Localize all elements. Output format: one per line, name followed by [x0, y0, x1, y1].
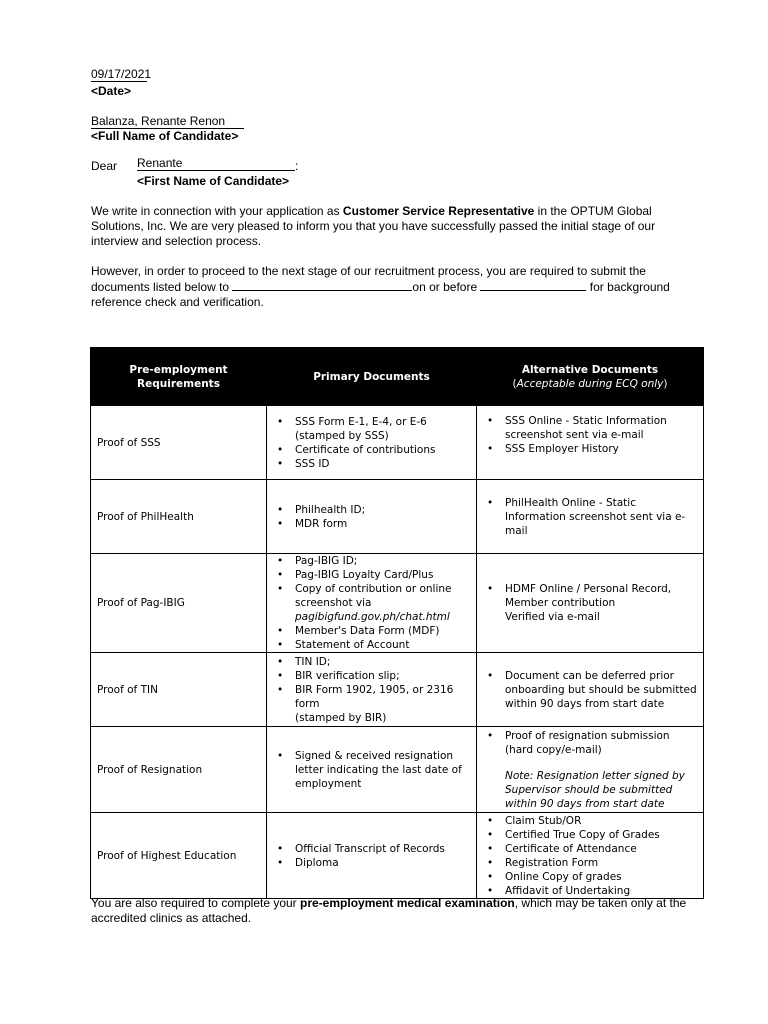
intro-text-before: We write in connection with your application as — [91, 204, 343, 218]
medical-exam-term: pre-employment medical examination — [300, 896, 515, 910]
medical-exam-paragraph — [91, 896, 691, 926]
list-item: • SSS Online - Static Information screenshot sent via e-mail — [477, 414, 699, 442]
list-item: • Proof of resignation submission (hard copy/e-mail) — [477, 729, 699, 757]
list-item: • Pag-IBIG Loyalty Card/Plus — [267, 568, 472, 582]
list-item: • Member's Data Form (MDF) — [267, 624, 472, 638]
table-header-row — [91, 348, 704, 406]
intro-paragraph — [91, 204, 691, 249]
primary-docs-cell — [267, 727, 477, 813]
list-item: • Online Copy of grades — [477, 870, 699, 884]
medical-text-after: , which may be taken only at the accredited clinics as attached. — [91, 896, 687, 925]
table-row — [91, 653, 704, 727]
table-row — [91, 480, 704, 554]
list-item: • SSS ID — [267, 457, 472, 471]
verified-note: Verified via e-mail — [505, 611, 600, 623]
alternative-docs-cell — [477, 480, 704, 554]
alternative-docs-cell — [477, 406, 704, 480]
table-row — [91, 554, 704, 653]
list-item: • BIR Form 1902, 1905, or 2316 form — [267, 683, 472, 711]
salutation-dear: Dear — [91, 159, 118, 173]
list-item: • Certified True Copy of Grades — [477, 828, 699, 842]
list-item: • BIR verification slip; — [267, 669, 472, 683]
intro-text-after: in the OPTUM Global Solutions, Inc. We are very pleased to inform you that you have successfully passed the initial stage of our interview and selection process. — [91, 204, 656, 248]
alternative-docs-cell — [477, 554, 704, 653]
header-alternative-title: Alternative Documents — [521, 363, 659, 376]
requirements-table — [90, 347, 704, 899]
requirement-cell: Proof of Resignation — [91, 727, 267, 813]
position-title: Customer Service Representative — [342, 204, 535, 218]
requirement-cell: Proof of TIN — [91, 653, 267, 727]
list-item: • Claim Stub/OR — [477, 814, 699, 828]
list-item: • Statement of Account — [267, 638, 472, 652]
requirement-cell: Proof of PhilHealth — [91, 480, 267, 554]
list-item: • Signed & received resignation letter indicating the last date of employment — [267, 749, 472, 791]
medical-text-before: You are also required to complete your — [91, 896, 301, 910]
candidate-full-name-label: <Full Name of Candidate> — [91, 129, 239, 143]
deadline-blank — [480, 279, 586, 291]
date-label: <Date> — [91, 84, 132, 98]
table-row — [91, 727, 704, 813]
alternative-docs-cell — [477, 653, 704, 727]
submission-paragraph — [91, 264, 691, 310]
list-item: • Official Transcript of Records — [267, 842, 472, 856]
candidate-first-name-label: <First Name of Candidate> — [137, 174, 290, 188]
list-item: • SSS Form E-1, E-4, or E-6 (stamped by SSS) — [267, 415, 472, 443]
list-item: • PhilHealth Online - Static Information screenshot sent via e-mail — [477, 496, 699, 538]
primary-docs-cell — [267, 653, 477, 727]
list-item: • TIN ID; — [267, 655, 472, 669]
primary-docs-cell — [267, 813, 477, 899]
salutation-colon: : — [295, 159, 299, 173]
table-row — [91, 406, 704, 480]
pagibig-url: pagibigfund.gov.ph/chat.html — [295, 611, 450, 623]
header-alternative-documents — [477, 348, 704, 406]
list-item: • Pag-IBIG ID; — [267, 554, 472, 568]
list-item: • Certificate of contributions — [267, 443, 472, 457]
submission-text-1: However, in order to proceed to the next stage of our recruitment process, you are required to submit the documents listed below to — [91, 264, 646, 294]
candidate-first-name: Renante — [137, 156, 295, 171]
list-item: • Document can be deferred prior onboarding but should be submitted within 90 days from start date — [477, 669, 699, 711]
alternative-docs-cell — [477, 813, 704, 899]
list-item: • Registration Form — [477, 856, 699, 870]
list-item: • SSS Employer History — [477, 442, 699, 456]
header-alternative-subtitle: (Acceptable during ECQ only) — [512, 377, 668, 390]
list-item: • MDR form — [267, 517, 472, 531]
list-item: • Copy of contribution or online screenshot via pagibigfund.gov.ph/chat.html — [267, 582, 472, 624]
requirement-cell: Proof of Pag-IBIG — [91, 554, 267, 653]
primary-docs-cell — [267, 480, 477, 554]
submit-to-blank — [232, 279, 412, 291]
list-item: • Diploma — [267, 856, 472, 870]
submission-text-2: on or before — [412, 280, 481, 294]
header-primary-documents: Primary Documents — [267, 348, 477, 406]
primary-docs-cell — [267, 406, 477, 480]
alternative-docs-cell — [477, 727, 704, 813]
date-value: 09/17/2021 — [91, 67, 152, 81]
list-item: • HDMF Online / Personal Record, Member contribution — [477, 582, 699, 610]
requirement-cell: Proof of Highest Education — [91, 813, 267, 899]
list-item: • Certificate of Attendance — [477, 842, 699, 856]
header-requirements: Pre-employment Requirements — [91, 348, 267, 406]
table-row — [91, 813, 704, 899]
resignation-note: Note: Resignation letter signed by Supervisor should be submitted within 90 days from start date — [505, 769, 685, 810]
list-item: • Affidavit of Undertaking — [477, 884, 699, 898]
list-item: • Philhealth ID; — [267, 503, 472, 517]
candidate-full-name: Balanza, Renante Renon — [91, 114, 244, 129]
submission-text-3: for background reference check and verification. — [91, 280, 670, 309]
primary-docs-cell — [267, 554, 477, 653]
requirement-cell: Proof of SSS — [91, 406, 267, 480]
ecq-note: Acceptable during ECQ only — [516, 377, 664, 390]
stamped-note: (stamped by BIR) — [295, 711, 387, 724]
